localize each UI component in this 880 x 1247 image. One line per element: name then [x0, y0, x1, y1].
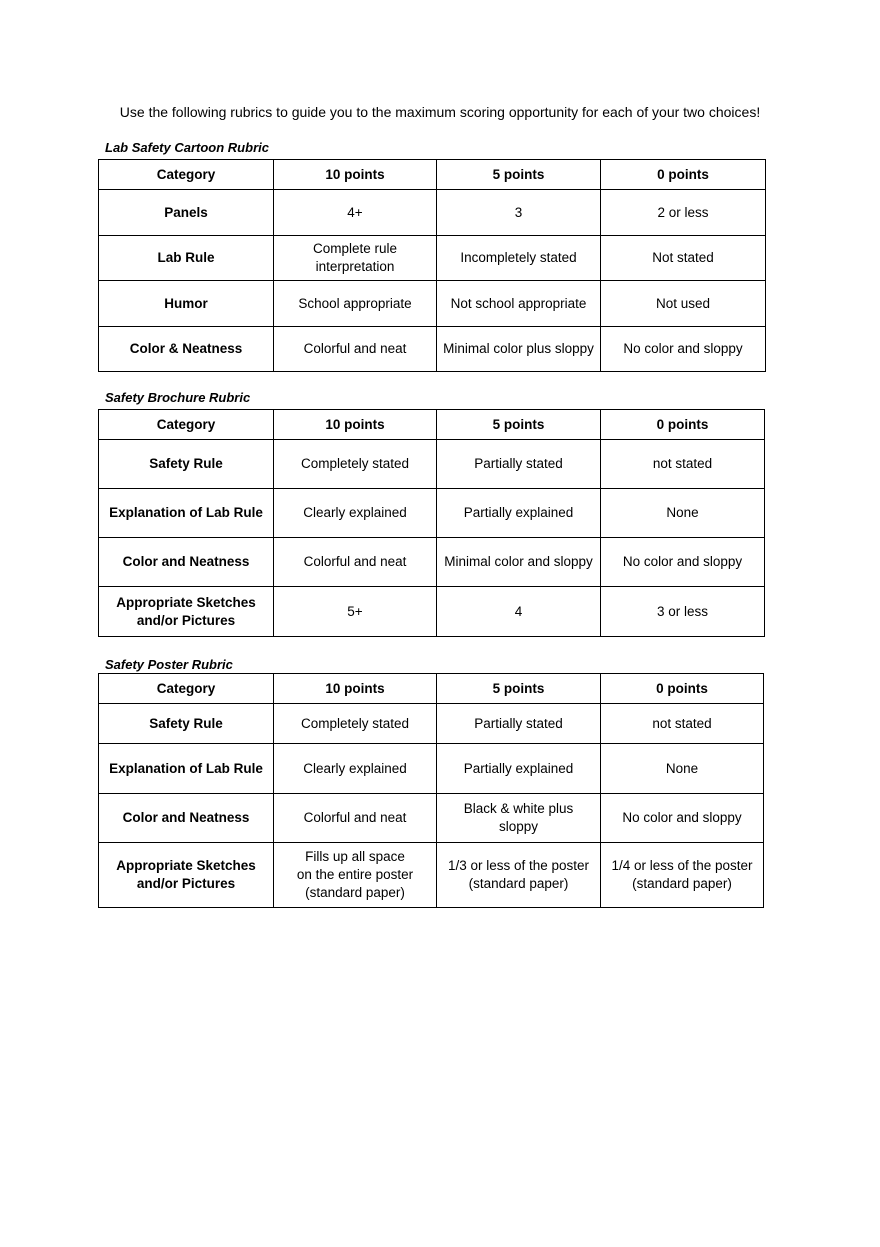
header-cell: 0 points [601, 410, 765, 440]
table-row [99, 794, 764, 843]
score-cell: 1/3 or less of the poster (standard paper) [437, 843, 601, 908]
category-cell: Explanation of Lab Rule [99, 744, 274, 794]
score-cell: Not used [601, 281, 766, 327]
header-cell: Category [99, 160, 274, 190]
table-row [99, 704, 764, 744]
score-cell: No color and sloppy [601, 538, 765, 587]
category-cell: Color and Neatness [99, 538, 274, 587]
rubric-table-brochure [98, 409, 765, 637]
score-cell: 1/4 or less of the poster (standard paper) [601, 843, 764, 908]
table-row [99, 281, 766, 327]
score-cell: Clearly explained [274, 744, 437, 794]
table-row [99, 538, 765, 587]
table-row [99, 587, 765, 637]
score-cell: 2 or less [601, 190, 766, 236]
score-cell: Complete rule interpretation [274, 236, 437, 281]
score-cell: Completely stated [274, 440, 437, 489]
score-cell: Colorful and neat [274, 794, 437, 843]
score-cell: 3 [437, 190, 601, 236]
score-cell: Partially stated [437, 440, 601, 489]
category-cell: Panels [99, 190, 274, 236]
header-cell: 0 points [601, 674, 764, 704]
score-cell: Colorful and neat [274, 538, 437, 587]
rubric-table-poster [98, 673, 764, 908]
score-cell: Not school appropriate [437, 281, 601, 327]
table-row [99, 843, 764, 908]
score-cell: not stated [601, 704, 764, 744]
category-cell: Color and Neatness [99, 794, 274, 843]
category-cell: Safety Rule [99, 704, 274, 744]
score-cell: Partially stated [437, 704, 601, 744]
score-cell: Clearly explained [274, 489, 437, 538]
rubric-title-brochure: Safety Brochure Rubric [105, 390, 251, 405]
table-row [99, 236, 766, 281]
header-cell: 10 points [274, 410, 437, 440]
table-row [99, 489, 765, 538]
table-header-row [99, 160, 766, 190]
score-cell: not stated [601, 440, 765, 489]
table-header-row [99, 410, 765, 440]
table-row [99, 327, 766, 372]
category-cell: Lab Rule [99, 236, 274, 281]
category-cell: Appropriate Sketches and/or Pictures [99, 843, 274, 908]
score-cell: Minimal color plus sloppy [437, 327, 601, 372]
category-cell: Appropriate Sketches and/or Pictures [99, 587, 274, 637]
score-cell: Minimal color and sloppy [437, 538, 601, 587]
score-cell: Partially explained [437, 744, 601, 794]
score-cell: Incompletely stated [437, 236, 601, 281]
header-cell: 10 points [274, 160, 437, 190]
score-cell: None [601, 744, 764, 794]
header-cell: Category [99, 674, 274, 704]
score-cell: No color and sloppy [601, 794, 764, 843]
score-cell: Completely stated [274, 704, 437, 744]
score-cell: None [601, 489, 765, 538]
header-cell: 5 points [437, 160, 601, 190]
score-cell: 5+ [274, 587, 437, 637]
rubric-table-cartoon [98, 159, 766, 372]
table-row [99, 440, 765, 489]
score-cell: Colorful and neat [274, 327, 437, 372]
table-header-row [99, 674, 764, 704]
header-cell: Category [99, 410, 274, 440]
table-row [99, 190, 766, 236]
header-cell: 10 points [274, 674, 437, 704]
score-cell: Partially explained [437, 489, 601, 538]
category-cell: Color & Neatness [99, 327, 274, 372]
header-cell: 0 points [601, 160, 766, 190]
score-cell: Not stated [601, 236, 766, 281]
score-cell: Fills up all space on the entire poster (standard paper) [274, 843, 437, 908]
score-cell: 4+ [274, 190, 437, 236]
score-cell: 3 or less [601, 587, 765, 637]
header-cell: 5 points [437, 674, 601, 704]
score-cell: No color and sloppy [601, 327, 766, 372]
header-cell: 5 points [437, 410, 601, 440]
rubric-title-cartoon: Lab Safety Cartoon Rubric [105, 140, 269, 155]
rubric-title-poster: Safety Poster Rubric [105, 657, 233, 672]
category-cell: Explanation of Lab Rule [99, 489, 274, 538]
score-cell: Black & white plus sloppy [437, 794, 601, 843]
category-cell: Humor [99, 281, 274, 327]
table-row [99, 744, 764, 794]
score-cell: School appropriate [274, 281, 437, 327]
intro-text: Use the following rubrics to guide you to the maximum scoring opportunity for each of your two choices! [119, 104, 761, 120]
score-cell: 4 [437, 587, 601, 637]
category-cell: Safety Rule [99, 440, 274, 489]
